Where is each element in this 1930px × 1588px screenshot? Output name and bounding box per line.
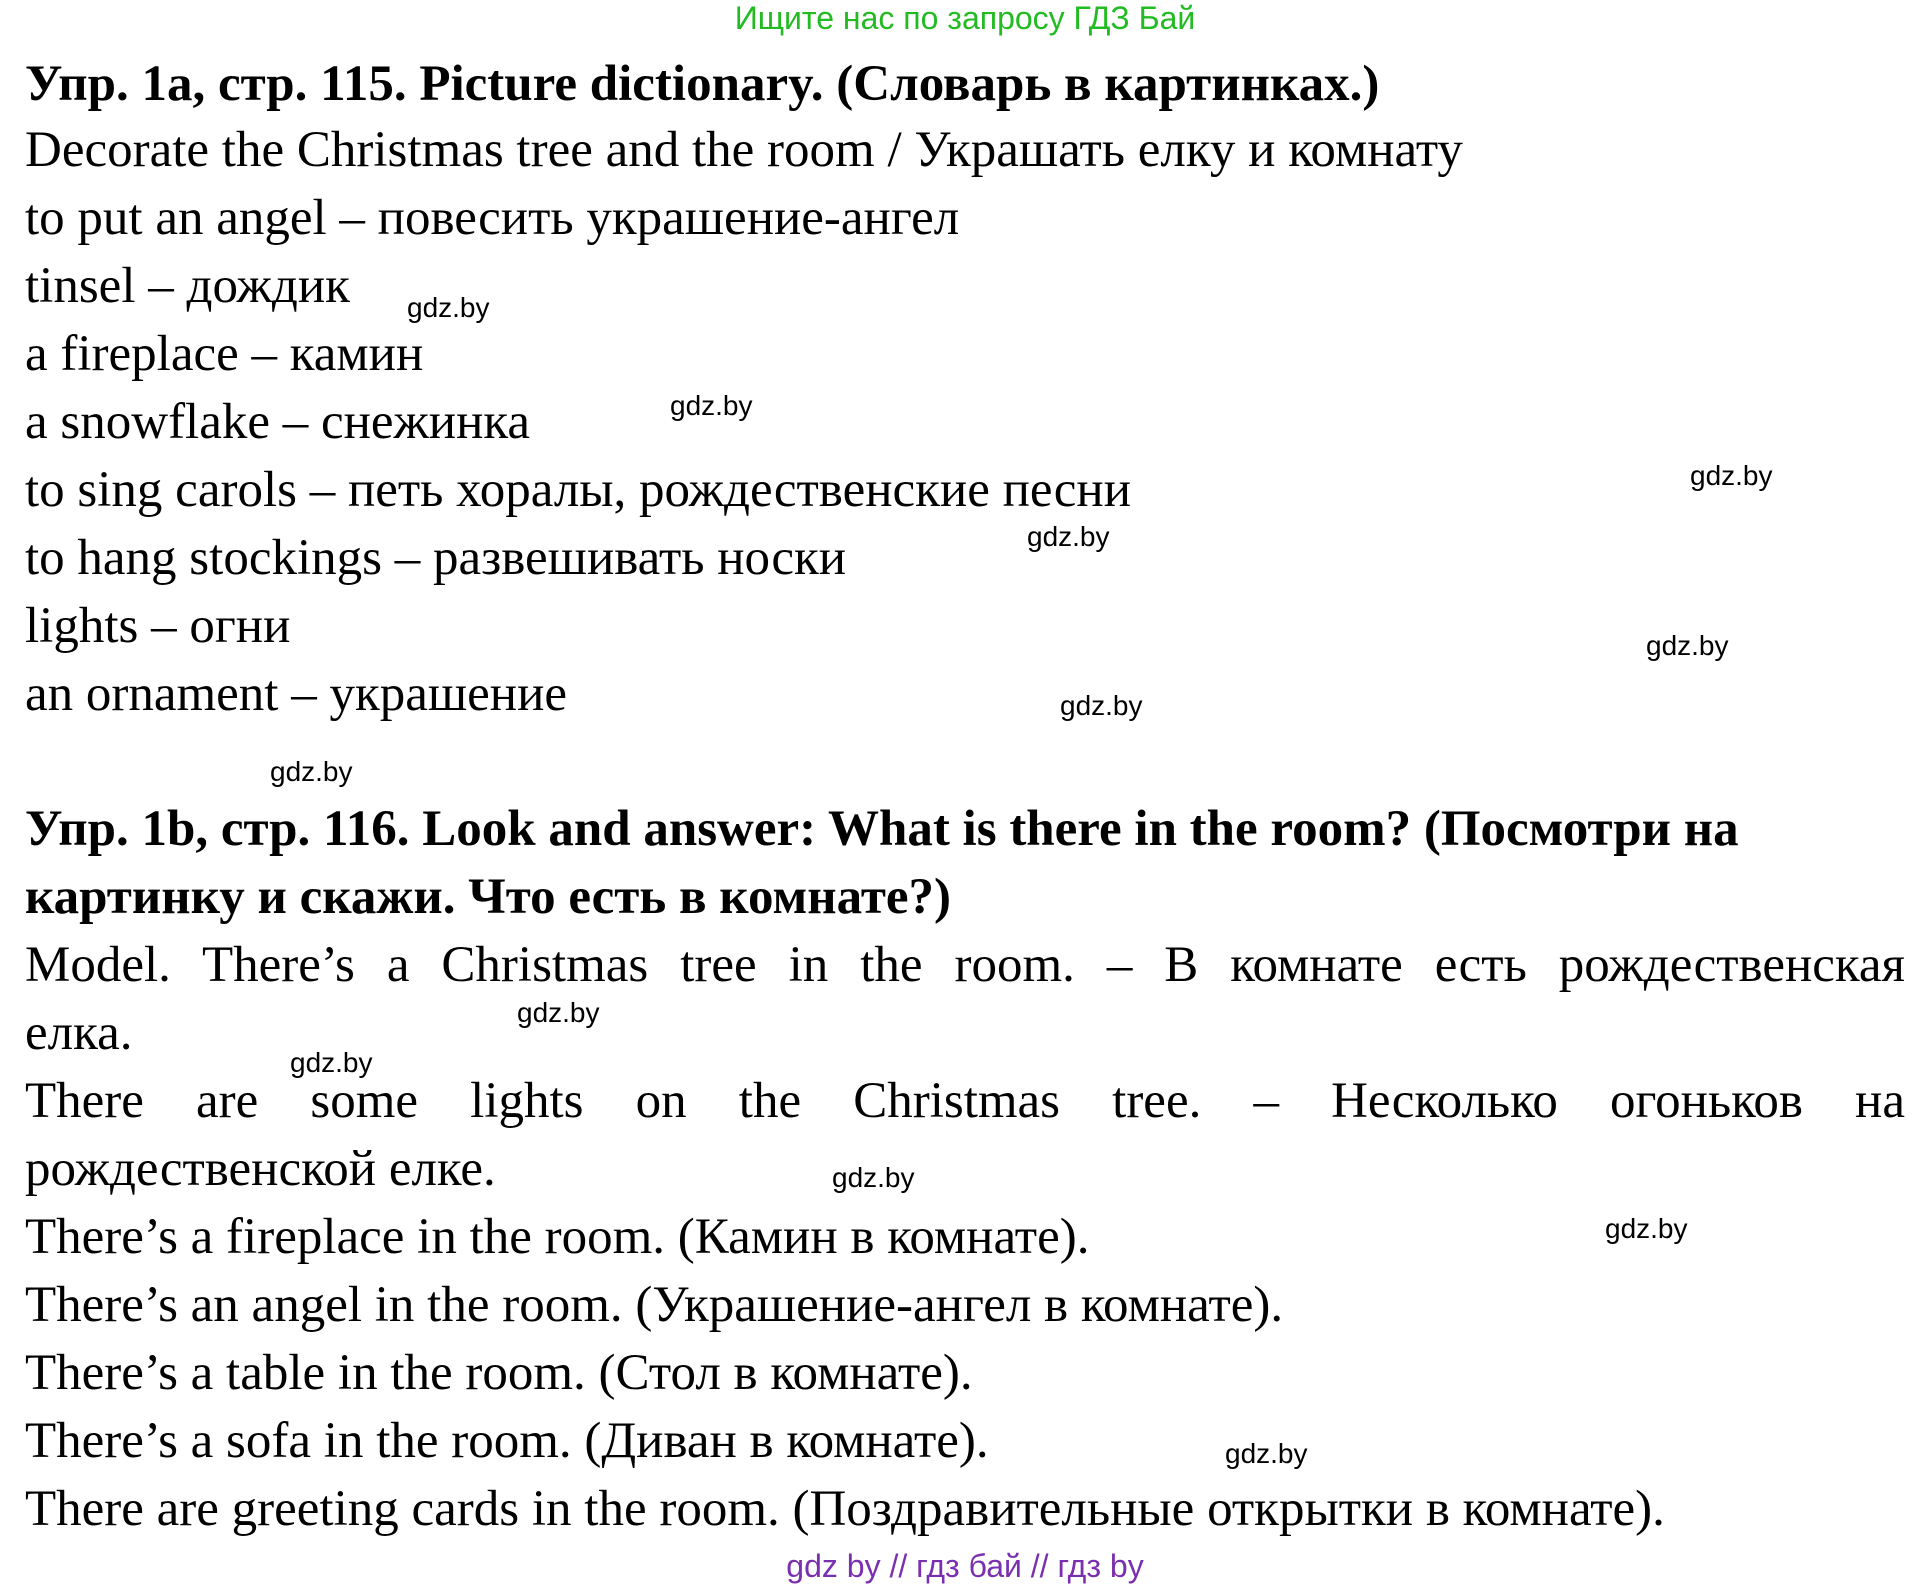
exercise-1b-heading: Упр. 1b, стр. 116. Look and answer: What is there in the room? (Посмотри на картинку и скажи. Что есть в комнате?) [25,801,1739,925]
answer-line: There’s a table in the room. (Стол в комнате). [25,1345,973,1401]
watermark: gdz.by [1225,1438,1308,1469]
dictionary-line: lights – огни [25,598,291,654]
dictionary-line: a snowflake – снежинка [25,394,531,450]
watermark: gdz.by [517,997,600,1028]
footer-links[interactable]: gdz by // гдз бай // гдз by [786,1548,1144,1584]
model-sentence-line-1: Model. There’s a Christmas tree in the room. – В комнате есть рождественская [25,937,1905,993]
watermark: gdz.by [1605,1213,1688,1244]
search-banner[interactable]: Ищите нас по запросу ГДЗ Бай [734,0,1196,36]
watermark: gdz.by [670,390,753,421]
watermark: gdz.by [832,1162,915,1193]
dictionary-line: Decorate the Christmas tree and the room / Украшать елку и комнату [25,122,1463,178]
dictionary-line: tinsel – дождик [25,258,350,314]
watermark: gdz.by [270,756,353,787]
answer-line: There’s an angel in the room. (Украшение-ангел в комнате). [25,1277,1284,1333]
exercise-1a-heading: Упр. 1а, стр. 115. Picture dictionary. (Словарь в картинках.) [25,56,1380,112]
dictionary-line: to sing carols – петь хоралы, рождественские песни [25,462,1132,518]
lights-sentence-line-1: There are some lights on the Christmas tree. – Несколько огоньков на [25,1073,1905,1129]
watermark: gdz.by [407,292,490,323]
model-sentence-line-2: елка. [25,1005,133,1061]
lights-sentence-line-2: рождественской елке. [25,1141,496,1197]
answer-line: There’s a fireplace in the room. (Камин в комнате). [25,1209,1090,1265]
dictionary-line: a fireplace – камин [25,326,424,382]
watermark: gdz.by [1690,460,1773,491]
watermark: gdz.by [1060,690,1143,721]
watermark: gdz.by [290,1047,373,1078]
watermark: gdz.by [1027,521,1110,552]
answer-line: There’s a sofa in the room. (Диван в комнате). [25,1413,989,1469]
dictionary-line: an ornament – украшение [25,666,568,722]
answer-line: There are greeting cards in the room. (Поздравительные открытки в комнате). [25,1481,1665,1537]
dictionary-line: to put an angel – повесить украшение-ангел [25,190,960,246]
dictionary-line: to hang stockings – развешивать носки [25,530,847,586]
watermark: gdz.by [1646,630,1729,661]
